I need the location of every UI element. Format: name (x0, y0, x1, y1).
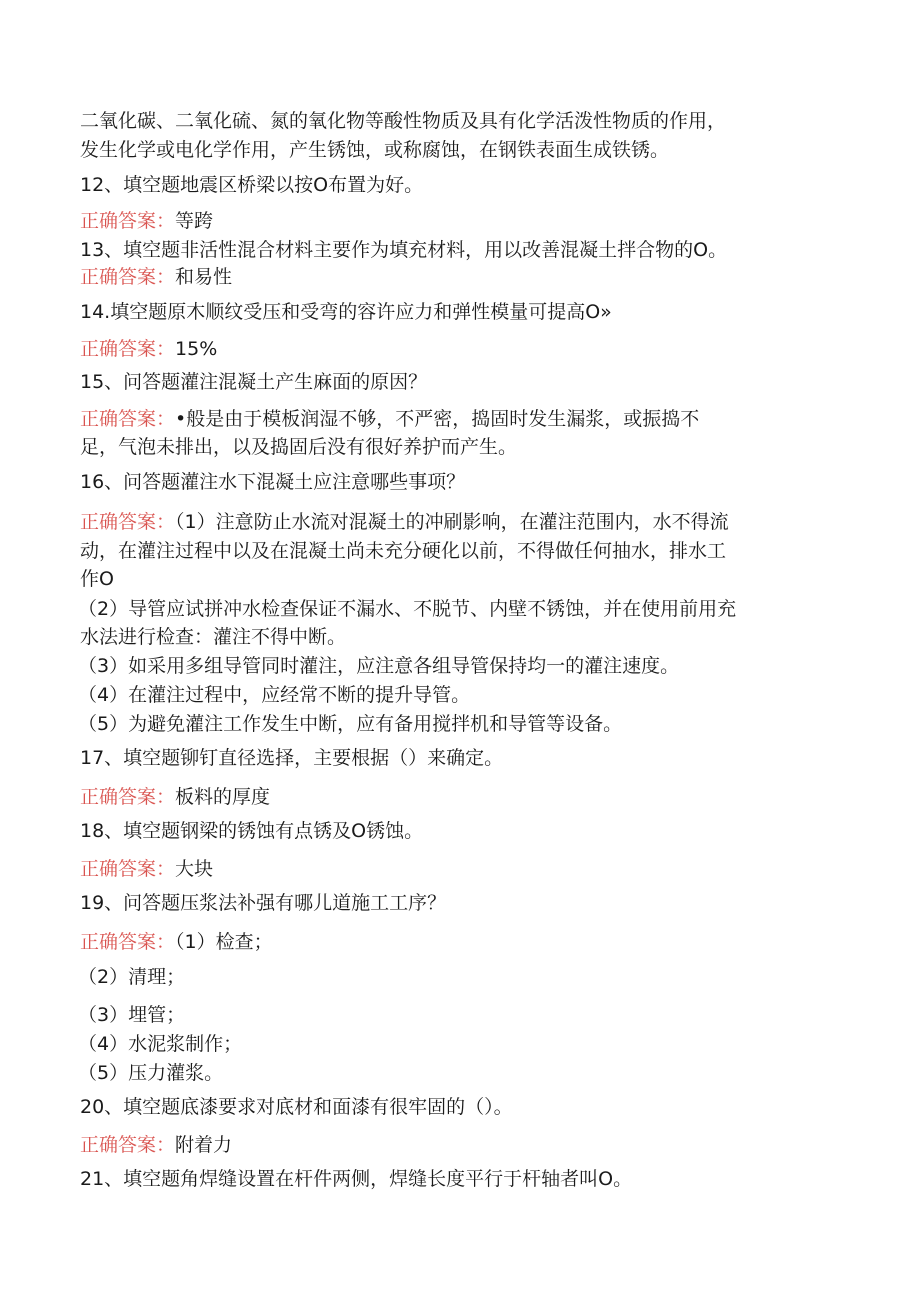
question-18: 18、填空题钢梁的锈蚀有点锈及O锈蚀。 (80, 820, 424, 842)
answer-14 (80, 336, 217, 362)
answer-16-item: （4）在灌注过程中，应经常不断的提升导管。 (78, 684, 471, 706)
question-16: 16、问答题灌注水下混凝土应注意哪些事项？ (80, 471, 466, 493)
answer-label: 正确答案： (80, 858, 176, 880)
answer-label: 正确答案： (80, 786, 176, 808)
answer-15-continued: 足，气泡未排出，以及捣固后没有很好养护而产生。 (80, 436, 518, 458)
answer-18 (80, 856, 213, 882)
text-line: 发生化学或电化学作用，产生锈蚀，或称腐蚀，在钢铁表面生成铁锈。 (80, 139, 670, 161)
answer-label: 正确答案： (80, 266, 176, 288)
answer-label: 正确答案： (80, 338, 176, 360)
answer-text: 大块 (175, 858, 214, 880)
answer-label: 正确答案： (80, 511, 176, 533)
answer-text: （1）注意防止水流对混凝土的冲刷影响，在灌注范围内，水不得流 (175, 511, 729, 533)
answer-label: 正确答案： (80, 1134, 176, 1156)
question-15: 15、问答题灌注混凝土产生麻面的原因？ (80, 371, 428, 393)
answer-16-item: （5）为避免灌注工作发生中断，应有备用搅拌机和导管等设备。 (78, 713, 623, 735)
question-14: 14.填空题原木顺纹受压和受弯的容许应力和弹性模量可提高O» (80, 301, 612, 323)
answer-text: •般是由于模板润湿不够，不严密，捣固时发生漏浆，或振捣不 (175, 408, 700, 430)
answer-16-continued: 作O (80, 568, 114, 590)
question-13: 13、填空题非活性混合材料主要作为填充材料，用以改善混凝土拌合物的O。 (80, 239, 728, 261)
answer-16-continued: 动，在灌注过程中以及在混凝土尚未充分硬化以前，不得做任何抽水，排水工 (80, 540, 727, 562)
question-12: 12、填空题地震区桥梁以按O布置为好。 (80, 174, 424, 196)
answer-label: 正确答案： (80, 408, 176, 430)
answer-13 (80, 264, 232, 290)
question-20: 20、填空题底漆要求对底材和面漆有很牢固的（）。 (80, 1096, 513, 1118)
answer-20 (80, 1132, 232, 1158)
answer-19-item: （5）压力灌浆。 (78, 1062, 224, 1084)
answer-16-item: （3）如采用多组导管同时灌注，应注意各组导管保持均一的灌注速度。 (78, 655, 680, 677)
answer-19-item: （4）水泥浆制作； (78, 1033, 243, 1055)
answer-text: （1）检查； (175, 931, 273, 953)
question-19: 19、问答题压浆法补强有哪儿道施工工序？ (80, 892, 447, 914)
answer-19 (80, 929, 273, 955)
answer-12 (80, 208, 213, 234)
answer-label: 正确答案： (80, 210, 176, 232)
answer-text: 和易性 (175, 266, 233, 288)
answer-text: 等跨 (175, 210, 214, 232)
answer-text: 板料的厚度 (175, 786, 271, 808)
answer-label: 正确答案： (80, 931, 176, 953)
answer-16-continued: 水法进行检查：灌注不得中断。 (80, 626, 347, 648)
answer-text: 附着力 (175, 1134, 233, 1156)
answer-19-item: （2）清理； (78, 966, 186, 988)
question-21: 21、填空题角焊缝设置在杆件两侧，焊缝长度平行于杆轴者叫O。 (80, 1168, 633, 1190)
answer-17 (80, 784, 270, 810)
answer-15 (80, 406, 699, 432)
answer-text: 15% (175, 338, 218, 360)
answer-19-item: （3）埋管； (78, 1004, 186, 1026)
answer-16-item: （2）导管应试拼冲水检查保证不漏水、不脱节、内壁不锈蚀，并在使用前用充 (78, 598, 737, 620)
question-17: 17、填空题铆钉直径选择，主要根据（）来确定。 (80, 747, 504, 769)
text-line: 二氧化碳、二氧化硫、氮的氧化物等酸性物质及具有化学活泼性物质的作用， (80, 110, 727, 132)
answer-16 (80, 509, 729, 535)
